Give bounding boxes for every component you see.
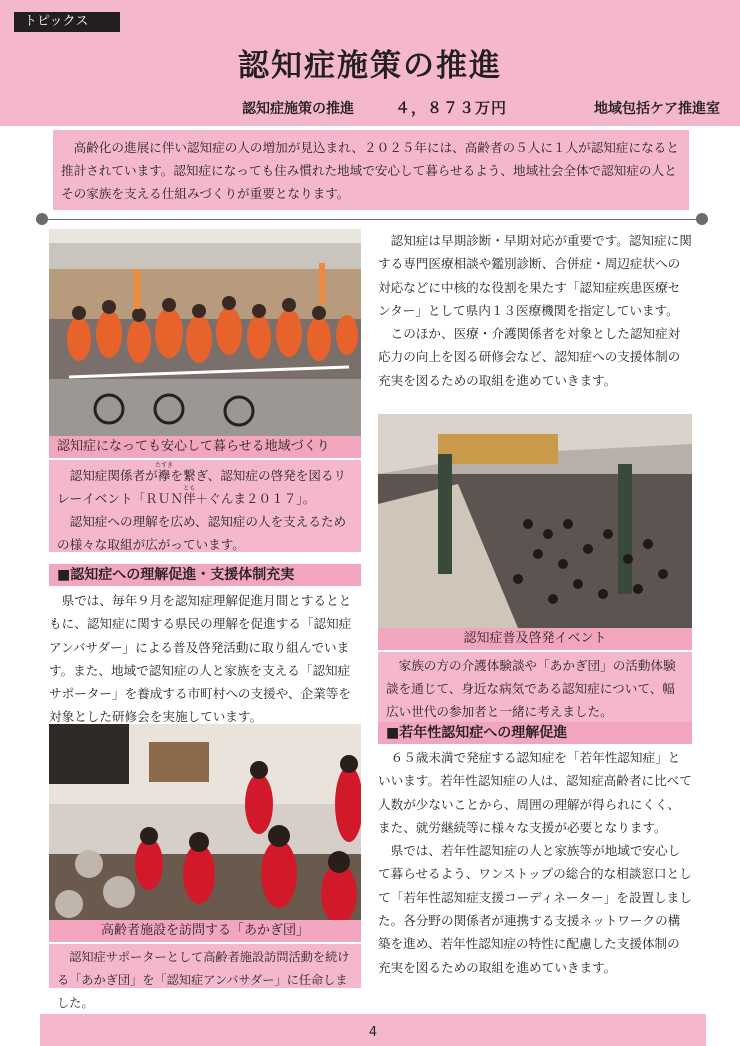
page-footer <box>40 1014 706 1046</box>
section-early-onset-body <box>378 746 692 979</box>
divider-dot-right <box>696 213 708 225</box>
section-understanding-body <box>49 589 361 729</box>
awareness-event-illustration <box>378 414 692 628</box>
section-heading-early-onset: ■若年性認知症への理解促進 <box>378 722 692 744</box>
page-number: 4 <box>368 1025 378 1040</box>
early-onset-text2: 県では、若年性認知症の人と家族等が地域で安心して暮らせるよう、ワンストップの総合的な相談窓口として「若年性認知症支援コーディネーター」を設置しました。各分野の関係者が連携する支援ネットワークの構築を進め、若年性認知症の特性に配慮した支援体制の充実を図るための取組を進めていきます。 <box>378 843 692 975</box>
divider-line <box>42 219 702 220</box>
photo3-caption: 高齢者施設を訪問する「あかぎ団」 <box>49 920 361 942</box>
photo2-caption: 認知症普及啓発イベント <box>378 628 692 650</box>
divider-dot-left <box>36 213 48 225</box>
tomo-reading: とも <box>182 485 196 492</box>
photo2-description <box>378 652 692 722</box>
photo1-desc-part-b: を繋ぎ、認知症の啓発を図るリレーイベント「ＲＵＮ <box>57 468 347 506</box>
photo3-description <box>49 944 361 1010</box>
photo2-desc-text: 家族の方の介護体験談や「あかぎ団」の活動体験談を通じて、身近な病気である認知症について、幅広い世代の参加者と一緒に考えました。 <box>386 658 676 719</box>
photo1-desc-part-c: ＋ぐんま２０１７」。 <box>195 491 316 506</box>
akagi-dan-illustration <box>49 724 361 920</box>
department-name: 地域包括ケア推進室 <box>594 101 720 117</box>
early-onset-text1: ６５歳未満で発症する認知症を「若年性認知症」といいます。若年性認知症の人は、認知症高齢者に比べて人数が少ないことから、周囲の理解が得られにくく、また、就労継続等に様々な支援が必要となります。 <box>378 750 692 835</box>
awareness-event-photo <box>378 414 692 628</box>
section-understanding-text: 県では、毎年９月を認知症理解促進月間とするとともに、認知症に関する県民の理解を促進する「認知症アンバサダー」による普及啓発活動に取り組んでいます。また、地域で認知症の人と家族を支える「認知症サポーター」を養成する市町村への支援や、企業等を対象とした研修会を実施しています。 <box>49 593 352 725</box>
budget-amount: ４，８７３万円 <box>395 99 508 117</box>
section-heading-understanding: ■認知症への理解促進・支援体制充実 <box>49 564 361 586</box>
photo1-desc-line1 <box>57 462 353 510</box>
page-title: 認知症施策の推進 <box>238 48 502 84</box>
tasuki-ruby <box>155 462 174 483</box>
budget-label: 認知症施策の推進 <box>242 101 354 117</box>
relay-event-photo <box>49 229 361 436</box>
tasuki-kanji: 襷 <box>155 468 174 483</box>
photo1-desc-line2: 認知症への理解を広め、認知症の人を支えるための様々な取組が広がっています。 <box>57 514 347 552</box>
page-header <box>0 0 740 126</box>
topics-tab: トピックス <box>14 12 120 32</box>
medical-center-body <box>378 229 692 392</box>
intro-box <box>53 130 689 210</box>
akagi-dan-photo <box>49 724 361 920</box>
photo3-desc-text: 認知症サポーターとして高齢者施設訪問活動を続ける「あかぎ団」を「認知症アンバサダー」に任命しました。 <box>57 950 350 1010</box>
photo1-desc-part-a: 認知症関係者が <box>69 468 158 483</box>
tasuki-reading: たすき <box>155 462 174 469</box>
tomo-kanji: 伴 <box>182 491 196 506</box>
photo1-description <box>49 460 361 552</box>
relay-event-illustration <box>49 229 361 436</box>
medical-center-text: 認知症は早期診断・早期対応が重要です。認知症に関する専門医療相談や鑑別診断、合併症・周辺症状への対応などに中核的な役割を果たす「認知症疾患医療センター」として県内１３医療機関を指定しています。 <box>378 233 692 318</box>
intro-text: 高齢化の進展に伴い認知症の人の増加が見込まれ、２０２５年には、高齢者の５人に１人が認知症になると推計されています。認知症になっても住み慣れた地域で安心して暮らせるよう、地域社会全体で認知症の人とその家族を支える仕組みづくりが重要となります。 <box>61 140 679 201</box>
tomo-ruby <box>182 485 196 506</box>
training-text: このほか、医療・介護関係者を対象とした認知症対応力の向上を図る研修会など、認知症への支援体制の充実を図るための取組を進めていきます。 <box>378 326 681 388</box>
photo1-caption: 認知症になっても安心して暮らせる地域づくり <box>49 436 361 458</box>
